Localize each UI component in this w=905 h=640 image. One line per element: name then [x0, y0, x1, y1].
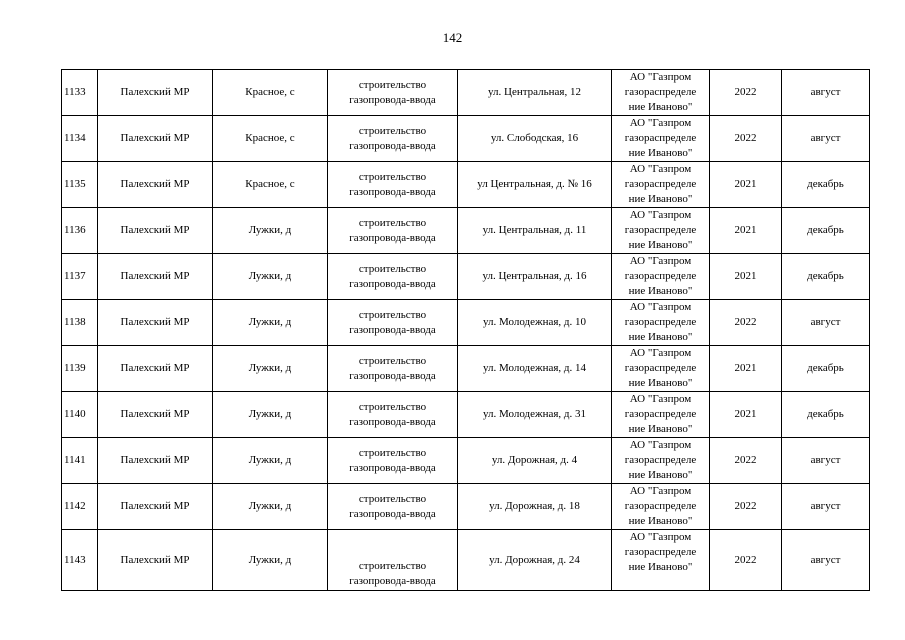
cell-number: [62, 300, 98, 346]
cell-locality-text: Красное, с: [245, 132, 295, 144]
cell-work-type-text: газопровода-ввода: [349, 323, 436, 336]
cell-address: [458, 162, 612, 208]
cell-address: [458, 530, 612, 591]
cell-address: [458, 116, 612, 162]
cell-number: [62, 438, 98, 484]
cell-work-type: [328, 116, 458, 162]
cell-work-type-text: газопровода-ввода: [349, 93, 436, 106]
cell-year-text: 2021: [734, 270, 757, 282]
cell-number: [62, 254, 98, 300]
cell-year: [710, 300, 782, 346]
cell-locality: [213, 392, 328, 438]
cell-locality-text: Лужки, д: [248, 316, 292, 328]
cell-district-text: Палехский МР: [120, 178, 190, 190]
cell-organization-text: газораспределе: [624, 454, 697, 466]
cell-work-type: [328, 162, 458, 208]
cell-number-text: 1140: [64, 408, 86, 420]
cell-organization-text: газораспределе: [624, 178, 697, 190]
cell-number: [62, 484, 98, 530]
cell-work-type: [328, 392, 458, 438]
cell-district: [98, 116, 213, 162]
cell-month-text: декабрь: [807, 178, 844, 190]
cell-work-type-text: строительство: [358, 446, 427, 459]
cell-number-text: 1138: [64, 316, 86, 328]
cell-locality-text: Лужки, д: [248, 500, 292, 512]
cell-work-type-text: газопровода-ввода: [349, 575, 436, 587]
cell-address: [458, 346, 612, 392]
cell-organization-text: АО "Газпром: [629, 71, 692, 83]
cell-work-type-text: газопровода-ввода: [349, 139, 436, 152]
cell-month: [782, 484, 870, 530]
cell-organization-text: ние Иваново": [628, 469, 693, 481]
cell-organization-text: АО "Газпром: [629, 301, 692, 313]
cell-month-text: декабрь: [807, 408, 844, 420]
cell-year-text: 2021: [734, 224, 757, 236]
cell-organization-text: АО "Газпром: [629, 255, 692, 267]
cell-month: [782, 70, 870, 116]
cell-year-text: 2022: [734, 454, 757, 466]
cell-month-text: декабрь: [807, 270, 844, 282]
cell-district-text: Палехский МР: [120, 316, 190, 328]
cell-work-type: [328, 530, 458, 591]
cell-district-text: Палехский МР: [120, 86, 190, 98]
cell-organization-text: ние Иваново": [628, 561, 693, 573]
cell-work-type-text: строительство: [358, 492, 427, 505]
cell-organization-text: ние Иваново": [628, 423, 693, 435]
cell-year-text: 2022: [734, 316, 757, 328]
cell-locality: [213, 254, 328, 300]
cell-district: [98, 254, 213, 300]
cell-address: [458, 300, 612, 346]
cell-organization-text: газораспределе: [624, 224, 697, 236]
cell-number-text: 1137: [64, 270, 86, 282]
cell-organization-text: ние Иваново": [628, 147, 693, 159]
cell-locality-text: Лужки, д: [248, 270, 292, 282]
cell-year: [710, 392, 782, 438]
cell-number-text: 1141: [64, 454, 86, 466]
table-row: [62, 484, 870, 530]
cell-work-type: [328, 346, 458, 392]
cell-year: [710, 530, 782, 591]
cell-year-text: 2021: [734, 178, 757, 190]
cell-month-text: август: [810, 316, 841, 328]
page-number: 142: [442, 30, 463, 45]
table-row: [62, 438, 870, 484]
cell-number-text: 1134: [64, 132, 86, 144]
cell-year: [710, 70, 782, 116]
cell-organization-text: газораспределе: [624, 546, 697, 558]
cell-address-text: ул. Молодежная, д. 10: [482, 316, 587, 328]
cell-address: [458, 438, 612, 484]
cell-number-text: 1135: [64, 178, 86, 190]
cell-organization: [612, 484, 710, 530]
cell-address-text: ул Центральная, д. № 16: [477, 178, 592, 190]
cell-address: [458, 392, 612, 438]
cell-district-text: Палехский МР: [120, 224, 190, 236]
cell-organization: [612, 530, 710, 591]
cell-locality: [213, 438, 328, 484]
cell-number-text: 1142: [64, 500, 86, 512]
cell-number: [62, 70, 98, 116]
cell-district: [98, 300, 213, 346]
cell-address-text: ул. Дорожная, д. 18: [489, 500, 580, 512]
cell-work-type-text: газопровода-ввода: [349, 507, 436, 520]
cell-month-text: август: [810, 86, 841, 98]
table-row: [62, 162, 870, 208]
cell-work-type: [328, 484, 458, 530]
cell-district: [98, 208, 213, 254]
table-row: [62, 70, 870, 116]
cell-locality: [213, 484, 328, 530]
cell-work-type-text: газопровода-ввода: [349, 185, 436, 198]
cell-work-type-text: строительство: [358, 354, 427, 367]
table-body: [62, 70, 870, 591]
cell-month: [782, 438, 870, 484]
cell-district: [98, 70, 213, 116]
cell-month: [782, 116, 870, 162]
cell-month-text: август: [810, 454, 841, 466]
cell-address-text: ул. Дорожная, д. 24: [489, 553, 580, 566]
cell-organization-text: ние Иваново": [628, 377, 693, 389]
cell-address-text: ул. Центральная, д. 11: [482, 224, 587, 236]
cell-year: [710, 208, 782, 254]
table-row: [62, 116, 870, 162]
cell-work-type-text: газопровода-ввода: [349, 277, 436, 290]
cell-month: [782, 346, 870, 392]
cell-work-type-text: строительство: [358, 78, 427, 91]
cell-year: [710, 254, 782, 300]
cell-organization-text: газораспределе: [624, 86, 697, 98]
cell-month: [782, 300, 870, 346]
cell-address-text: ул. Слободская, 16: [490, 132, 579, 144]
cell-organization-text: АО "Газпром: [629, 163, 692, 175]
cell-address-text: ул. Молодежная, д. 31: [482, 408, 587, 420]
cell-month-text: август: [810, 132, 841, 144]
cell-locality: [213, 530, 328, 591]
cell-month-text: август: [810, 500, 841, 512]
gasification-table: [61, 69, 870, 591]
cell-address: [458, 208, 612, 254]
cell-month: [782, 254, 870, 300]
cell-district-text: Палехский МР: [120, 270, 190, 282]
cell-month: [782, 162, 870, 208]
cell-organization-text: ние Иваново": [628, 285, 693, 297]
cell-work-type: [328, 300, 458, 346]
cell-organization: [612, 70, 710, 116]
cell-work-type-text: строительство: [358, 262, 427, 275]
table-row: [62, 254, 870, 300]
cell-organization: [612, 116, 710, 162]
cell-district: [98, 530, 213, 591]
table-row: [62, 392, 870, 438]
cell-month: [782, 392, 870, 438]
cell-locality: [213, 346, 328, 392]
cell-address: [458, 70, 612, 116]
cell-organization-text: ние Иваново": [628, 331, 693, 343]
cell-organization-text: ние Иваново": [628, 193, 693, 205]
cell-locality: [213, 116, 328, 162]
cell-locality-text: Лужки, д: [248, 408, 292, 420]
cell-locality-text: Красное, с: [245, 178, 295, 190]
cell-month-text: декабрь: [807, 362, 844, 374]
cell-organization-text: газораспределе: [624, 362, 697, 374]
cell-work-type-text: газопровода-ввода: [349, 231, 436, 244]
cell-work-type-text: газопровода-ввода: [349, 369, 436, 382]
cell-organization-text: АО "Газпром: [629, 347, 692, 359]
cell-year: [710, 116, 782, 162]
table-row: [62, 208, 870, 254]
cell-work-type-text: строительство: [358, 124, 427, 137]
cell-number-text: 1136: [64, 224, 86, 236]
cell-locality: [213, 162, 328, 208]
cell-locality-text: Лужки, д: [248, 224, 292, 236]
cell-number: [62, 116, 98, 162]
cell-organization-text: газораспределе: [624, 270, 697, 282]
cell-year-text: 2022: [734, 132, 757, 144]
cell-address-text: ул. Дорожная, д. 4: [491, 454, 578, 466]
cell-work-type: [328, 254, 458, 300]
cell-locality: [213, 70, 328, 116]
cell-address-text: ул. Центральная, 12: [488, 86, 581, 98]
cell-year-text: 2022: [734, 500, 757, 512]
cell-number-text: 1133: [64, 86, 86, 98]
cell-work-type-text: газопровода-ввода: [349, 415, 436, 428]
cell-number: [62, 346, 98, 392]
cell-number: [62, 208, 98, 254]
cell-organization: [612, 162, 710, 208]
cell-organization-text: АО "Газпром: [629, 439, 692, 451]
cell-locality: [213, 208, 328, 254]
cell-district-text: Палехский МР: [120, 408, 190, 420]
cell-year: [710, 346, 782, 392]
cell-district: [98, 162, 213, 208]
table-row: [62, 346, 870, 392]
cell-month: [782, 530, 870, 591]
cell-organization-text: АО "Газпром: [629, 531, 692, 543]
cell-year: [710, 162, 782, 208]
cell-locality-text: Лужки, д: [248, 454, 292, 466]
cell-month-text: декабрь: [807, 224, 844, 236]
cell-year-text: 2021: [734, 408, 757, 420]
cell-address-text: ул. Молодежная, д. 14: [482, 362, 587, 374]
cell-organization-text: газораспределе: [624, 316, 697, 328]
cell-address: [458, 484, 612, 530]
cell-number-text: 1139: [64, 362, 86, 374]
cell-district-text: Палехский МР: [120, 553, 190, 566]
cell-district: [98, 392, 213, 438]
table-row: [62, 530, 870, 591]
cell-year-text: 2022: [734, 553, 757, 566]
cell-organization-text: ние Иваново": [628, 239, 693, 251]
cell-organization-text: газораспределе: [624, 132, 697, 144]
cell-organization-text: АО "Газпром: [629, 117, 692, 129]
cell-work-type: [328, 70, 458, 116]
cell-organization-text: АО "Газпром: [629, 209, 692, 221]
cell-work-type-text: газопровода-ввода: [349, 461, 436, 474]
cell-locality-text: Красное, с: [245, 86, 295, 98]
cell-year: [710, 438, 782, 484]
cell-work-type-text: строительство: [358, 560, 427, 572]
cell-work-type: [328, 438, 458, 484]
cell-work-type-text: строительство: [358, 216, 427, 229]
cell-locality-text: Лужки, д: [248, 362, 292, 374]
cell-number-text: 1143: [64, 553, 86, 566]
cell-address-text: ул. Центральная, д. 16: [482, 270, 587, 282]
cell-organization: [612, 208, 710, 254]
cell-year: [710, 484, 782, 530]
cell-district-text: Палехский МР: [120, 362, 190, 374]
cell-locality-text: Лужки, д: [248, 553, 292, 566]
cell-district-text: Палехский МР: [120, 500, 190, 512]
cell-district: [98, 438, 213, 484]
cell-locality: [213, 300, 328, 346]
cell-organization: [612, 392, 710, 438]
cell-organization-text: газораспределе: [624, 408, 697, 420]
cell-district: [98, 484, 213, 530]
cell-work-type-text: строительство: [358, 308, 427, 321]
cell-district-text: Палехский МР: [120, 132, 190, 144]
cell-organization-text: ние Иваново": [628, 101, 693, 113]
cell-work-type-text: строительство: [358, 170, 427, 183]
cell-work-type-text: строительство: [358, 400, 427, 413]
table-row: [62, 300, 870, 346]
cell-district-text: Палехский МР: [120, 454, 190, 466]
cell-address: [458, 254, 612, 300]
cell-organization-text: АО "Газпром: [629, 393, 692, 405]
cell-month-text: август: [810, 553, 841, 566]
cell-number: [62, 162, 98, 208]
cell-organization: [612, 300, 710, 346]
cell-organization: [612, 438, 710, 484]
cell-month: [782, 208, 870, 254]
cell-year-text: 2022: [734, 86, 757, 98]
cell-organization: [612, 254, 710, 300]
cell-year-text: 2021: [734, 362, 757, 374]
cell-organization-text: газораспределе: [624, 500, 697, 512]
cell-organization-text: ние Иваново": [628, 515, 693, 527]
cell-district: [98, 346, 213, 392]
cell-work-type: [328, 208, 458, 254]
cell-number: [62, 392, 98, 438]
cell-organization: [612, 346, 710, 392]
cell-number: [62, 530, 98, 591]
cell-organization-text: АО "Газпром: [629, 485, 692, 497]
